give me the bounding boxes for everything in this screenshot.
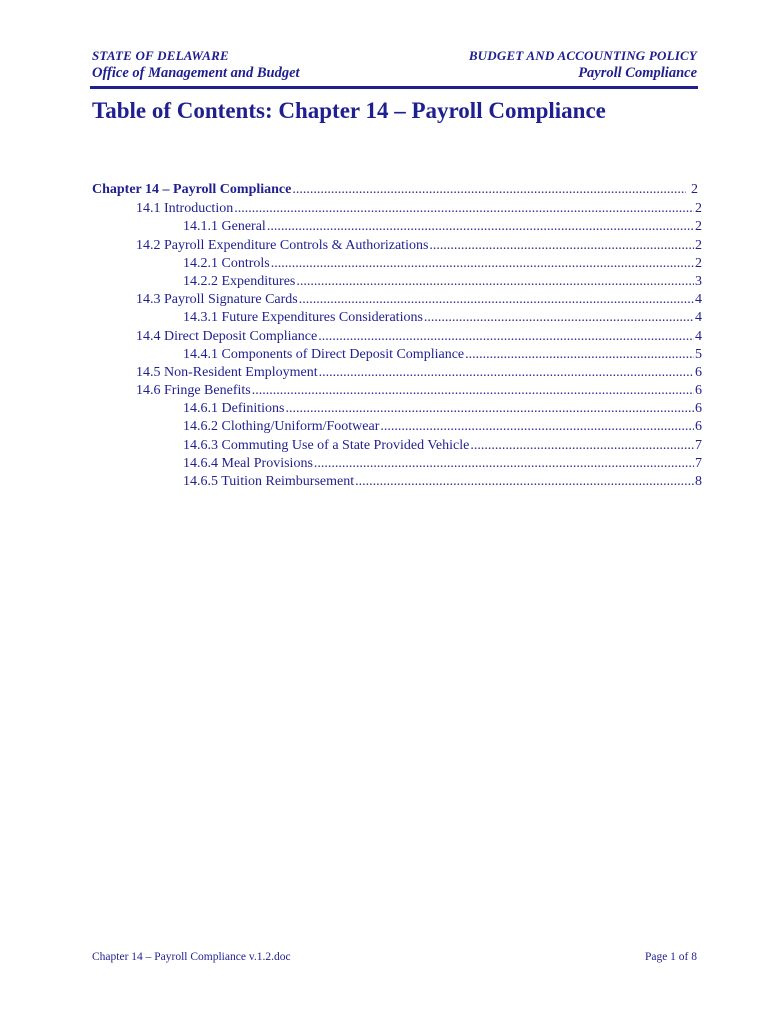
toc-leader-dots [267,218,694,236]
header-state-name: STATE OF DELAWARE [92,48,229,63]
toc-entry-page: 8 [695,474,702,489]
toc-leader-dots [380,418,694,436]
toc-leader-dots [355,473,694,491]
toc-entry-page: 2 [691,182,698,197]
toc-entry-page: 2 [695,219,702,235]
toc-entry-text: 14.2.1 Controls [183,255,270,271]
toc-entry-text: 14.6.5 Tuition Reimbursement [183,474,355,489]
toc-leader-dots [319,364,694,382]
toc-entry-page: 6 [695,383,702,399]
toc-entry-14-6[interactable] [92,382,702,400]
toc-entry-text: 14.1.1 General [183,219,266,235]
toc-entry-page: 4 [695,292,702,308]
toc-entry-page: 4 [695,310,702,326]
toc-entry-page: 7 [695,437,702,453]
toc-entry-text: 14.3.1 Future Expenditures Considerations [183,310,423,326]
toc-leader-dots [286,400,695,418]
toc-leader-dots [271,255,694,273]
toc-entry-page: 5 [695,346,702,362]
toc-leader-dots [252,382,694,400]
toc-entry-page: 6 [695,364,702,380]
toc-entry-page: 6 [695,401,702,417]
toc-entry-text: Chapter 14 – Payroll Compliance [92,182,292,197]
toc-entry-page: 2 [695,201,702,217]
toc-entry-14-2[interactable] [92,237,702,255]
toc-entry-14-4[interactable] [92,328,702,346]
header-policy-name: BUDGET AND ACCOUNTING POLICY [468,48,697,63]
footer-page-number: Page 1 of 8 [644,951,697,963]
toc-entry-14-1[interactable] [92,200,702,218]
toc-entry-text: 14.6 Fringe Benefits [136,383,251,399]
toc-entry-text: 14.6.3 Commuting Use of a State Provided Vehicle [183,437,470,453]
toc-entry-14-6-3[interactable] [92,437,702,455]
toc-entry-14-2-1[interactable] [92,255,702,273]
toc-entry-14-1-1[interactable] [92,218,702,236]
toc-entry-14-3[interactable] [92,291,702,309]
header-left [92,47,300,83]
toc-entry-text: 14.1 Introduction [136,201,234,217]
header-topic-name: Payroll Compliance [578,65,697,81]
toc-leader-dots [465,346,694,364]
toc-entry-text: 14.4 Direct Deposit Compliance [136,328,318,344]
toc-entry-14-5[interactable] [92,364,702,382]
toc-leader-dots [299,291,694,309]
toc-entry-page: 7 [695,455,702,471]
toc-entry-14-4-1[interactable] [92,346,702,364]
footer-filename: Chapter 14 – Payroll Compliance v.1.2.doc [92,951,291,963]
toc-leader-dots [429,237,694,255]
toc-entry-14-6-5[interactable] [92,473,702,491]
toc-entry-page: 3 [695,273,702,289]
toc-entry-page: 2 [695,255,702,271]
header-office-name: Office of Management and Budget [92,65,300,81]
toc-entry-text: 14.2 Payroll Expenditure Controls & Authorizations [136,237,429,253]
toc-entry-text: 14.6.4 Meal Provisions [183,455,313,471]
toc-entry-page: 4 [695,328,702,344]
toc-entry-14-2-2[interactable] [92,273,702,291]
toc-entry-14-3-1[interactable] [92,309,702,327]
toc-entry-14-6-1[interactable] [92,400,702,418]
header-rule [90,86,698,89]
toc-entry-14-6-2[interactable] [92,418,702,436]
toc-entry-text: 14.6.1 Definitions [183,401,285,417]
page-title: Table of Contents: Chapter 14 – Payroll Compliance [92,98,606,123]
toc-entry-text: 14.6.2 Clothing/Uniform/Footwear [183,419,380,435]
toc-leader-dots [234,200,694,218]
toc-leader-dots [314,455,694,473]
toc-entry-chapter-14[interactable] [92,181,698,199]
page-header [92,47,697,87]
toc-entry-text: 14.4.1 Components of Direct Deposit Compliance [183,346,465,362]
table-of-contents [92,181,702,491]
header-right [469,47,697,83]
toc-leader-dots [296,273,694,291]
toc-entry-page: 6 [695,419,702,435]
toc-entry-text: 14.3 Payroll Signature Cards [136,292,298,308]
toc-leader-dots [318,328,694,346]
toc-leader-dots [470,437,694,455]
toc-leader-dots [292,181,686,199]
toc-entry-text: 14.5 Non-Resident Employment [136,364,318,380]
toc-leader-dots [424,309,694,327]
toc-entry-page: 2 [695,237,702,253]
toc-entry-14-6-4[interactable] [92,455,702,473]
toc-entry-text: 14.2.2 Expenditures [183,273,296,289]
